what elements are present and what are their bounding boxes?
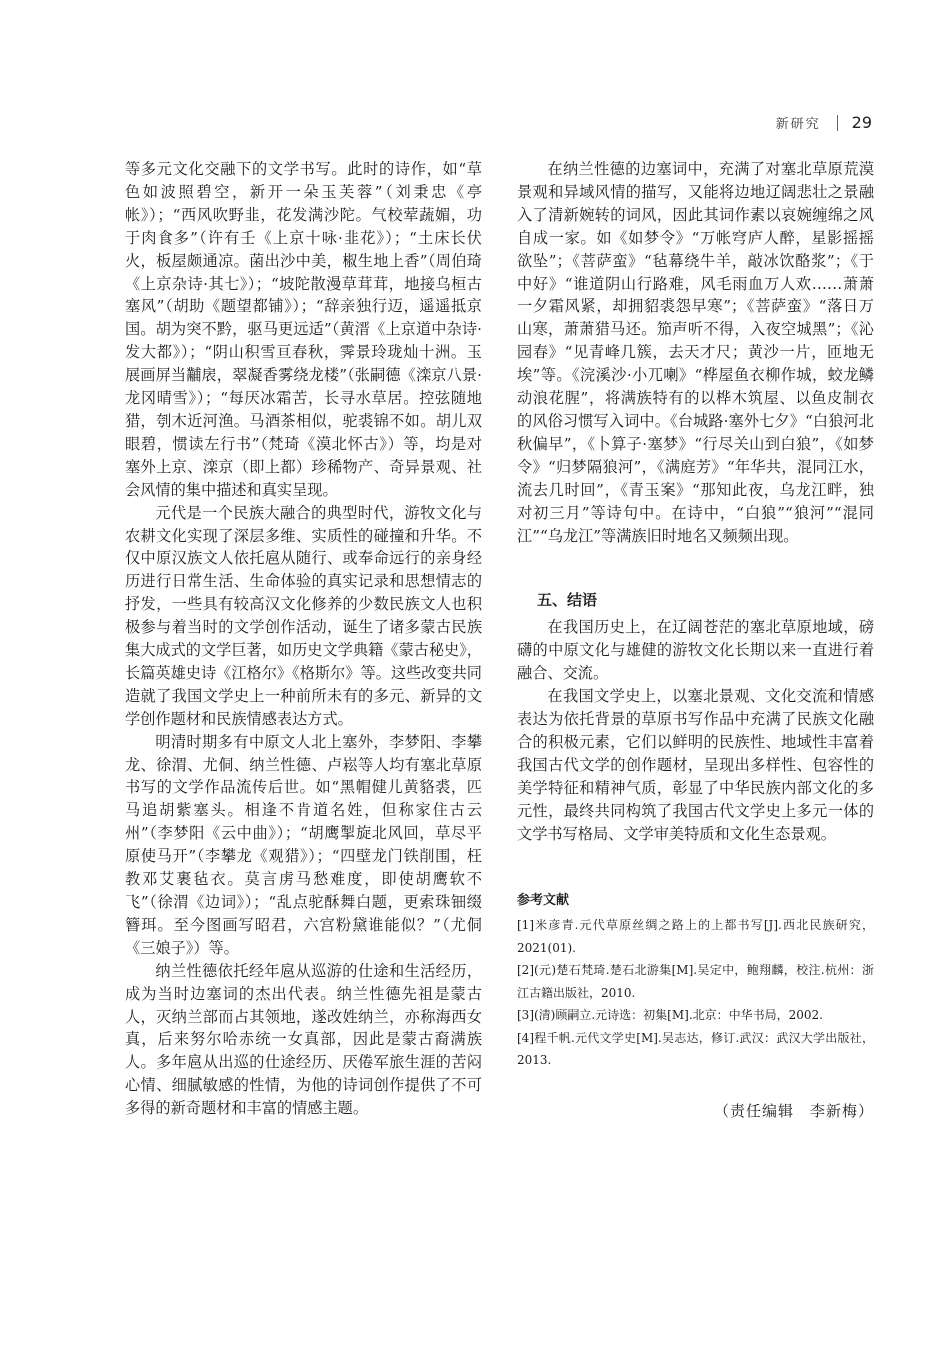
body-paragraph: 等多元文化交融下的文学书写。此时的诗作，如“草色如波照碧空，新开一朵玉芙蓉”（刘秉忠《亭帐》）；“西风吹野韭，花发满沙陀。气校荤蔬媚，功于肉食多”（许有壬《上京十咏·韭花》）；“土床长伏火，板屋颇通凉。菌出沙中美，椒生地上香”（周伯琦《上京杂诗·其七》）；“坡陀散漫草茸茸，地接乌桓古塞风”（胡助《题望都铺》）；“辞亲独行迈，遥遥抵京国。胡为突不黔，驱马更远适”（黄溍《上京道中杂诗·发大都》）；“阴山积雪亘春秋，霁景玲珑灿十洲。玉展画屏当黼扆，翠凝香雾绕龙楼”（张嗣德《滦京八景·龙冈晴雪》）；“每厌冰霜苦，长寻水草居。控弦随地猎，刳木近河渔。马酒茶相似，驼裘锦不如。胡儿双眼碧，惯读左行书”（梵琦《漠北怀古》）等，均是对塞外上京、滦京（即上都）珍稀物产、奇异景观、社会风情的集中描述和真实呈现。: [125, 160, 482, 499]
left-column: [125, 158, 482, 1120]
running-header: [776, 113, 872, 132]
reference-item: [1]米彦青.元代草原丝绸之路上的上都书写[J].西北民族研究，2021(01).: [517, 918, 874, 955]
body-paragraph: 在纳兰性德的边塞词中，充满了对塞北草原荒漠景观和异域风情的描写，又能将边地辽阔悲壮之景融入了清新婉转的词风，因此其词作素以哀婉缠绵之风自成一家。如《如梦令》“万帐穹庐人醉，星影摇摇欲坠”；《菩萨蛮》“毡幕绕牛羊，敲冰饮酪浆”；《于中好》“谁道阴山行路难，风毛雨血万人欢……萧萧一夕霜风紧，却拥貂裘怨早寒”；《菩萨蛮》“落日万山寒，萧萧猎马还。笳声听不得，入夜空城黑”；《沁园春》“见青峰几簇，去天才尺；黄沙一片，匝地无埃”等。《浣溪沙·小兀喇》“桦屋鱼衣柳作城，蛟龙鳞动浪花腥”，将满族特有的以桦木筑屋、以鱼皮制衣的风俗习惯写入词中。《台城路·塞外七夕》“白狼河北秋偏早”，《卜算子·塞梦》“行尽关山到白狼”，《如梦令》“归梦隔狼河”，《满庭芳》“年华共，混同江水，流去几时回”，《青玉案》“那知此夜，乌龙江畔，独对初三月”等诗句中。在诗中，“白狼”“狼河”“混同江”“乌龙江”等满族旧时地名又频频出现。: [517, 160, 874, 545]
body-paragraph: 纳兰性德依托经年扈从巡游的仕途和生活经历，成为当时边塞词的杰出代表。纳兰性德先祖是蒙古人，灭纳兰部而占其领地，遂改姓纳兰，亦称海西女真，后来努尔哈赤统一女真部，因此是蒙古裔满族人。多年扈从出巡的仕途经历、厌倦军旅生涯的苦闷心情、细腻敏感的性情，为他的诗词创作提供了不可多得的新奇题材和丰富的情感主题。: [125, 961, 482, 1118]
section-name: 新研究: [775, 117, 821, 132]
header-divider: [837, 115, 838, 131]
conclusion-paragraph: 在我国文学史上，以塞北景观、文化交流和情感表达为依托背景的草原书写作品中充满了民族文化融合的积极元素，它们以鲜明的民族性、地域性丰富着我国古代文学的创作题材，呈现出多样性、包容性的美学特征和精神气质，彰显了中华民族内部文化的多元性，最终共同构筑了我国古代文学史上多元一体的文学书写格局、文学审美特质和文化生态景观。: [517, 687, 874, 843]
reference-item: [3](清)顾嗣立.元诗选：初集[M].北京：中华书局，2002.: [517, 1008, 823, 1023]
section-heading: 五、结语: [537, 591, 598, 610]
right-column: [517, 158, 874, 1121]
page-number: 29: [851, 113, 872, 132]
references-title: 参考文献: [517, 893, 570, 909]
editor-note: （责任编辑 李新梅）: [713, 1101, 874, 1120]
reference-item: [2](元)楚石梵琦.楚石北游集[M].吴定中，鲍翔麟，校注.杭州：浙江古籍出版社，2010.: [517, 963, 874, 1000]
body-paragraph: 明清时期多有中原文人北上塞外，李梦阳、李攀龙、徐渭、尤侗、纳兰性德、卢崧等人均有塞北草原书写的文学作品流传后世。如“黑帽健儿黄貉裘，匹马追胡紫塞头。相逢不肯道名姓，但称家住古云州”（李梦阳《云中曲》）；“胡鹰掣旋北风回，草尽平原使马开”（李攀龙《观猎》）；“四壁龙门铁削围，枉教邓艾裹毡衣。莫言虏马愁难度，即使胡鹰软不飞”（徐渭《边词》）；“乱点驼酥舞白题，更索珠钿缀簪珥。至今图画写昭君，六宫粉黛谁能似？”（尤侗《三娘子》）等。: [125, 732, 482, 957]
conclusion-paragraph: 在我国历史上，在辽阔苍茫的塞北草原地域，磅礴的中原文化与雄健的游牧文化长期以来一直进行着融合、交流。: [517, 618, 874, 683]
body-paragraph: 元代是一个民族大融合的典型时代，游牧文化与农耕文化实现了深层多维、实质性的碰撞和升华。不仅中原汉族文人依托扈从随行、或奉命远行的亲身经历进行日常生活、生命体验的真实记录和思想情志的抒发，一些具有较高汉文化修养的少数民族文人也积极参与着当时的文学创作活动，诞生了诸多蒙古民族集大成式的文学巨著，如历史文学典籍《蒙古秘史》，长篇英雄史诗《江格尔》《格斯尔》等。这些改变共同造就了我国文学史上一种前所未有的多元、新异的文学创作题材和民族情感表达方式。: [125, 503, 482, 728]
reference-item: [4]程千帆.元代文学史[M].吴志达，修订.武汉：武汉大学出版社，2013.: [517, 1030, 874, 1068]
